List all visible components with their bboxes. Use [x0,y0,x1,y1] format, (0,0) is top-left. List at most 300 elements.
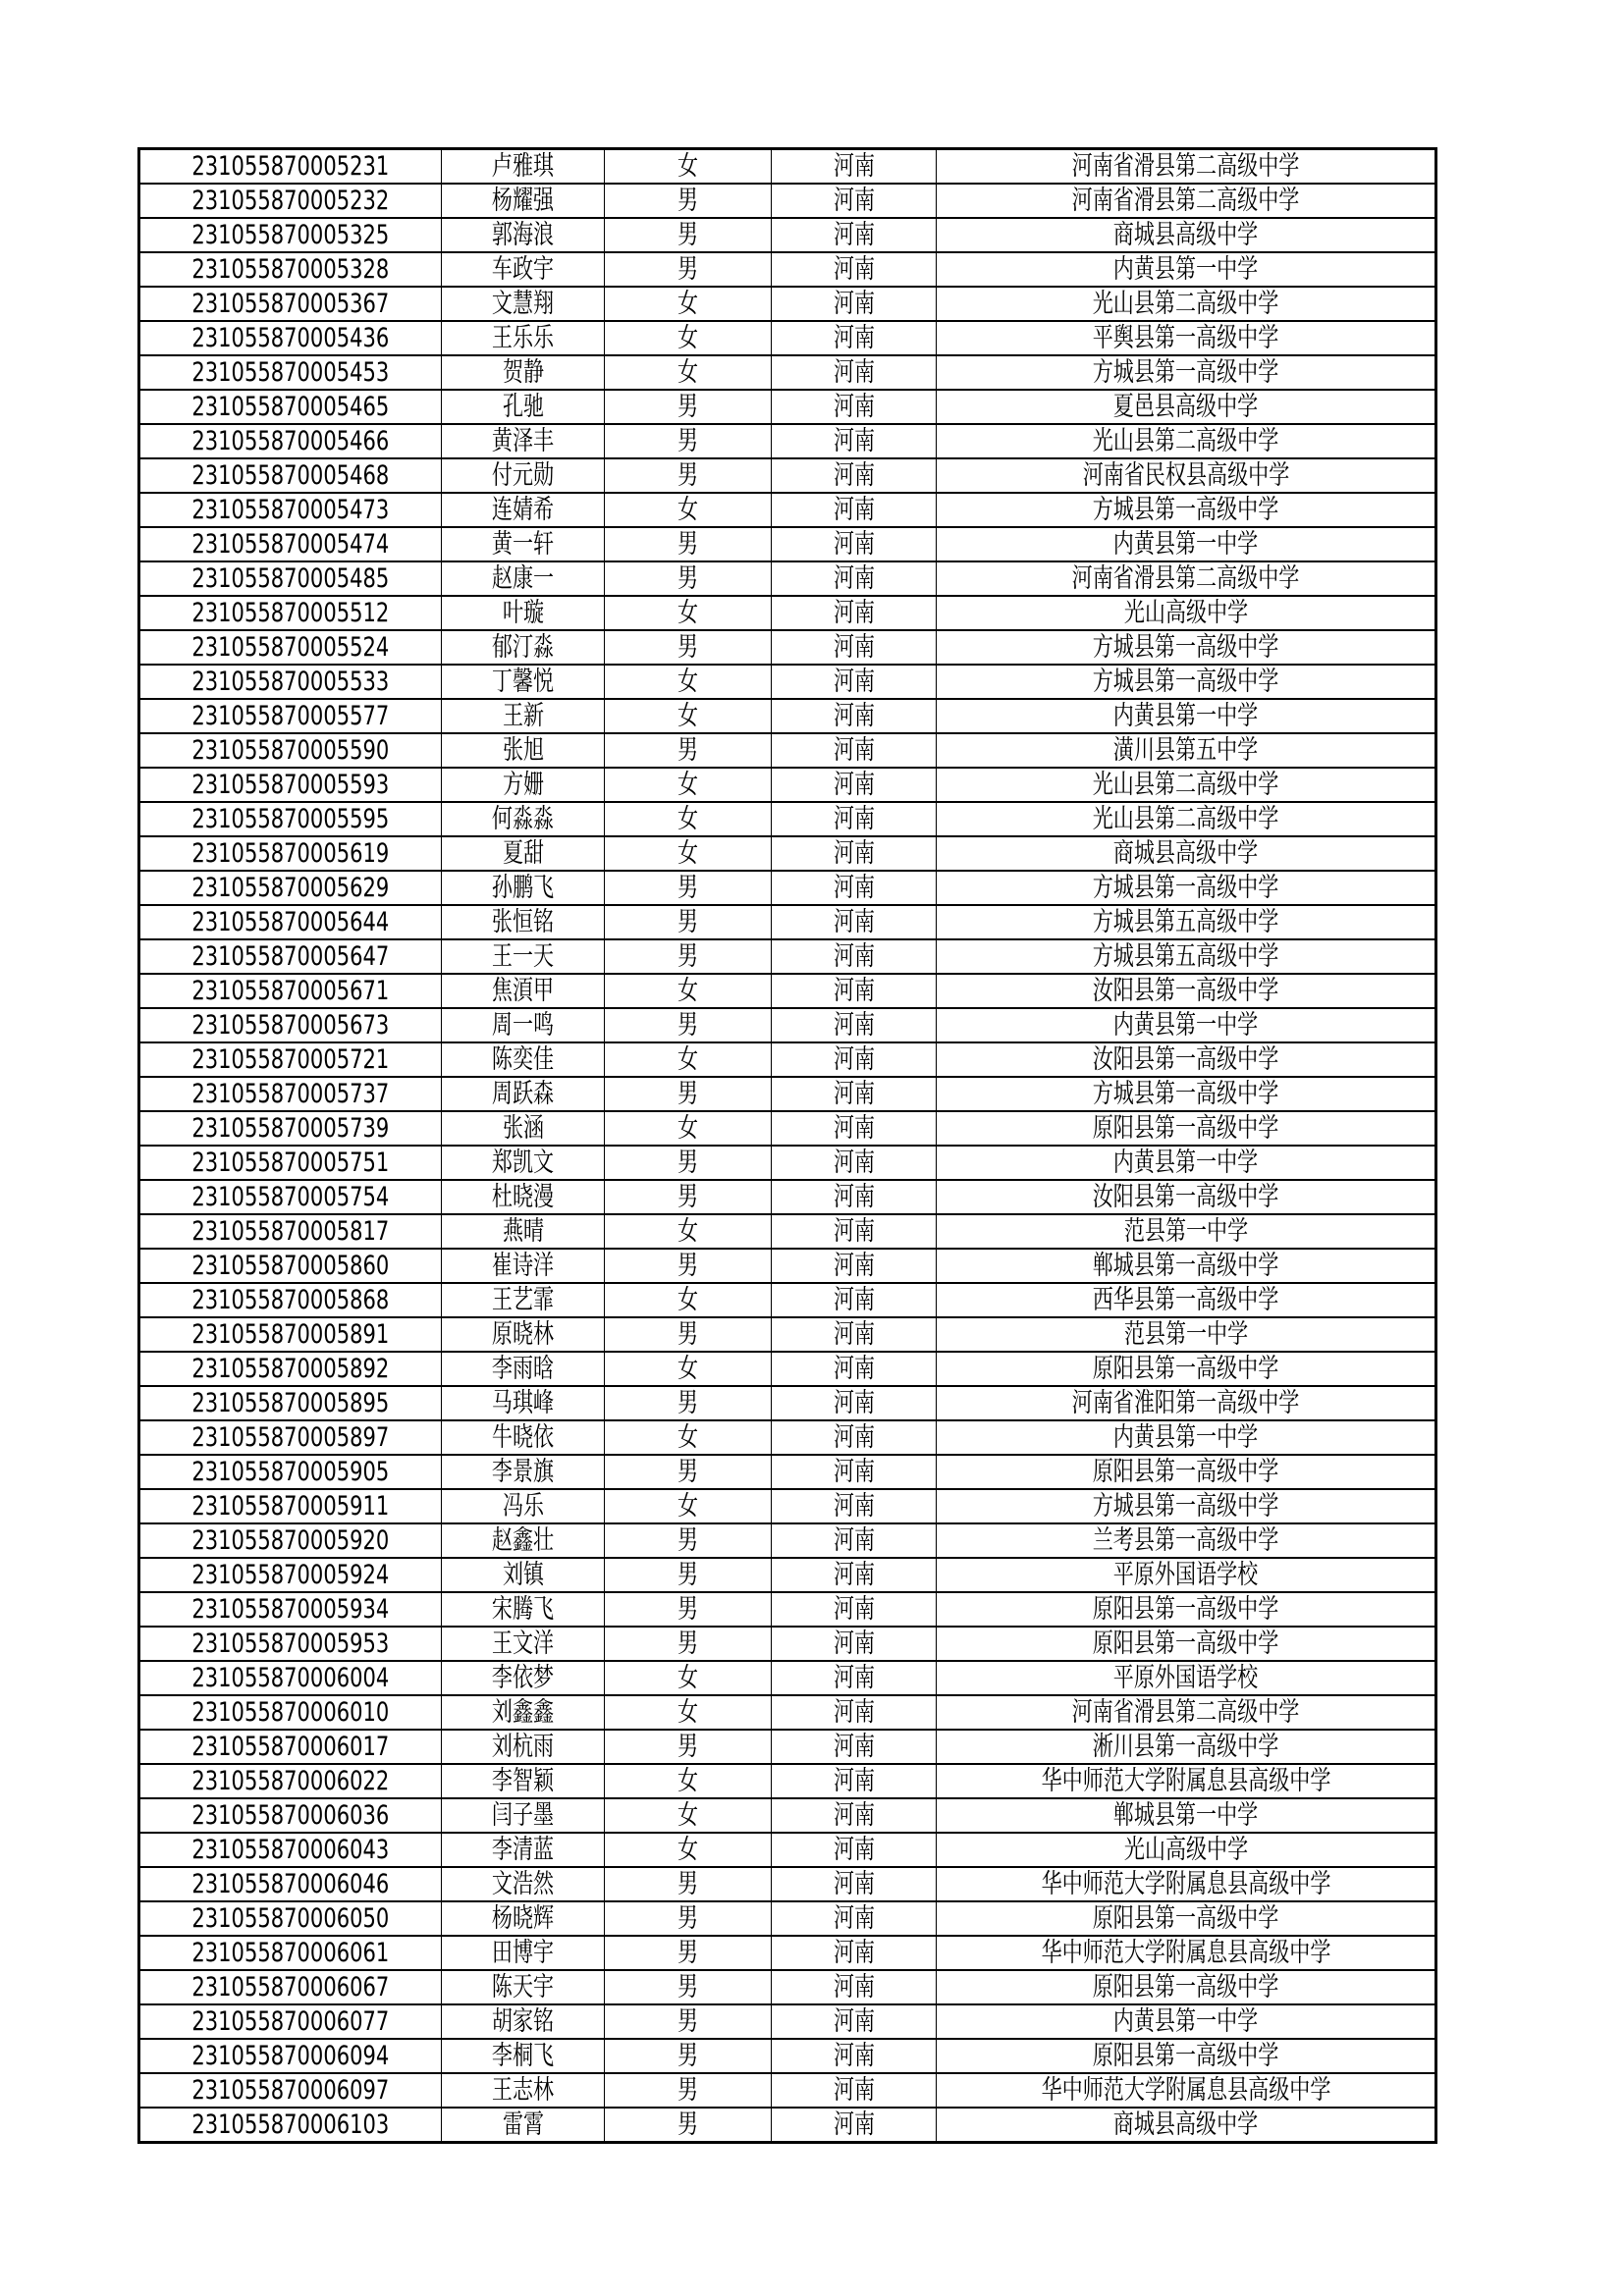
gender-cell [605,1833,772,1867]
gender-cell [605,1111,772,1146]
name-cell [442,1008,605,1042]
school-text: 方城县第一高级中学 [1092,667,1279,697]
candidate-id-cell [139,493,442,527]
table-row [139,184,1436,218]
gender-cell [605,1558,772,1592]
table-row [139,1111,1436,1146]
province-text: 河南 [833,1354,875,1384]
name-text: 胡家铭 [491,2006,555,2037]
candidate-id-text: 231055870005934 [191,1594,390,1625]
name-cell [442,665,605,699]
candidate-id-text: 231055870005231 [191,151,390,182]
school-text: 原阳县第一高级中学 [1092,1457,1279,1487]
province-text: 河南 [833,1663,875,1693]
table-row [139,1042,1436,1077]
table-row [139,2004,1436,2039]
school-cell [937,1970,1436,2004]
candidate-id-cell [139,1695,442,1730]
candidate-id-cell [139,1523,442,1558]
school-text: 汝阳县第一高级中学 [1092,1044,1279,1075]
province-text: 河南 [833,1216,875,1247]
name-text: 王志林 [491,2075,555,2106]
gender-text: 男 [677,1560,699,1590]
name-cell [442,1764,605,1798]
province-cell [772,149,937,185]
table-row [139,390,1436,424]
table-row [139,871,1436,905]
gender-text: 女 [677,804,699,834]
gender-text: 女 [677,1766,699,1796]
school-cell [937,390,1436,424]
school-text: 原阳县第一高级中学 [1092,1594,1279,1625]
gender-text: 女 [677,1800,699,1831]
name-text: 何淼淼 [491,804,555,834]
province-cell [772,2039,937,2073]
gender-text: 男 [677,1525,699,1556]
gender-cell [605,287,772,321]
candidate-id-cell [139,974,442,1008]
gender-cell [605,493,772,527]
name-text: 夏甜 [502,838,544,869]
name-text: 卢雅琪 [491,151,555,182]
gender-text: 女 [677,838,699,869]
candidate-id-text: 231055870005905 [191,1457,390,1487]
gender-text: 男 [677,1972,699,2002]
name-text: 宋腾飞 [491,1594,555,1625]
province-text: 河南 [833,1903,875,1934]
province-text: 河南 [833,907,875,937]
gender-text: 女 [677,1835,699,1865]
candidate-id-text: 231055870005671 [191,976,390,1006]
candidate-id-cell [139,905,442,939]
candidate-id-cell [139,458,442,493]
school-cell [937,733,1436,768]
name-cell [442,596,605,630]
name-text: 原晓林 [491,1319,555,1350]
province-cell [772,1420,937,1455]
gender-cell [605,905,772,939]
province-cell [772,1764,937,1798]
gender-cell [605,252,772,287]
candidate-id-text: 231055870006022 [191,1766,390,1796]
school-text: 光山县第二高级中学 [1092,804,1279,834]
school-text: 内黄县第一中学 [1112,1422,1259,1453]
gender-cell [605,1592,772,1627]
school-cell [937,493,1436,527]
gender-text: 男 [677,529,699,560]
table-row [139,1833,1436,1867]
name-cell [442,1936,605,1970]
gender-cell [605,768,772,802]
name-text: 李清蓝 [491,1835,555,1865]
gender-text: 男 [677,1629,699,1659]
gender-cell [605,1867,772,1901]
candidate-id-cell [139,390,442,424]
candidate-id-cell [139,802,442,836]
gender-cell [605,1695,772,1730]
school-cell [937,1180,1436,1214]
school-text: 内黄县第一中学 [1112,529,1259,560]
province-cell [772,1592,937,1627]
table-row [139,1901,1436,1936]
candidate-id-cell [139,699,442,733]
province-cell [772,493,937,527]
province-text: 河南 [833,770,875,800]
province-cell [772,1283,937,1317]
province-cell [772,1317,937,1352]
province-text: 河南 [833,735,875,766]
gender-cell [605,1077,772,1111]
candidate-id-text: 231055870005512 [191,598,390,628]
name-cell [442,1283,605,1317]
candidate-id-text: 231055870005468 [191,460,390,491]
candidate-id-cell [139,733,442,768]
candidate-id-cell [139,836,442,871]
candidate-id-text: 231055870005524 [191,632,390,663]
school-text: 光山县第二高级中学 [1092,289,1279,319]
table-row [139,1283,1436,1317]
name-cell [442,1558,605,1592]
candidate-id-text: 231055870005593 [191,770,390,800]
name-cell [442,355,605,390]
school-cell [937,1901,1436,1936]
name-text: 马琪峰 [491,1388,555,1418]
gender-cell [605,2039,772,2073]
candidate-id-cell [139,252,442,287]
school-cell [937,424,1436,458]
school-text: 光山县第二高级中学 [1092,770,1279,800]
province-text: 河南 [833,1182,875,1212]
candidate-id-text: 231055870006067 [191,1972,390,2002]
candidate-id-cell [139,1489,442,1523]
gender-cell [605,561,772,596]
candidate-id-text: 231055870005754 [191,1182,390,1212]
table-row [139,699,1436,733]
province-cell [772,630,937,665]
province-text: 河南 [833,563,875,594]
name-cell [442,1523,605,1558]
gender-text: 女 [677,667,699,697]
name-text: 连婧希 [491,495,555,525]
gender-text: 女 [677,357,699,388]
candidate-id-text: 231055870005473 [191,495,390,525]
province-cell [772,1523,937,1558]
province-cell [772,905,937,939]
school-cell [937,1008,1436,1042]
table-row [139,1936,1436,1970]
name-cell [442,836,605,871]
name-text: 杨晓辉 [491,1903,555,1934]
gender-text: 男 [677,1388,699,1418]
gender-cell [605,1627,772,1661]
name-text: 郑凯文 [491,1148,555,1178]
table-row [139,1386,1436,1420]
school-cell [937,1592,1436,1627]
name-text: 孔驰 [502,392,544,422]
province-text: 河南 [833,1697,875,1728]
school-cell [937,630,1436,665]
name-text: 冯乐 [502,1491,544,1522]
province-cell [772,1455,937,1489]
table-row [139,939,1436,974]
name-cell [442,630,605,665]
gender-text: 男 [677,1594,699,1625]
table-row [139,596,1436,630]
candidate-id-cell [139,768,442,802]
table-row [139,768,1436,802]
gender-cell [605,1146,772,1180]
gender-cell [605,665,772,699]
gender-text: 男 [677,2109,699,2140]
school-text: 河南省滑县第二高级中学 [1071,1697,1300,1728]
school-text: 华中师范大学附属息县高级中学 [1041,2075,1330,2106]
gender-cell [605,1042,772,1077]
table-row [139,802,1436,836]
candidate-id-cell [139,630,442,665]
candidate-id-text: 231055870005232 [191,186,390,216]
candidate-id-cell [139,287,442,321]
school-text: 平舆县第一高级中学 [1092,323,1279,353]
candidate-id-cell [139,355,442,390]
province-text: 河南 [833,289,875,319]
gender-cell [605,1523,772,1558]
name-text: 王一天 [491,941,555,972]
name-text: 刘杭雨 [491,1732,555,1762]
school-cell [937,1833,1436,1867]
province-cell [772,802,937,836]
gender-cell [605,218,772,252]
candidate-id-text: 231055870005739 [191,1113,390,1144]
candidate-id-cell [139,218,442,252]
name-cell [442,2073,605,2108]
gender-cell [605,699,772,733]
school-text: 郸城县第一高级中学 [1092,1251,1279,1281]
school-cell [937,1249,1436,1283]
table-row [139,218,1436,252]
province-text: 河南 [833,1629,875,1659]
name-cell [442,1420,605,1455]
gender-cell [605,2108,772,2143]
candidate-id-text: 231055870005577 [191,701,390,731]
province-text: 河南 [833,1422,875,1453]
name-text: 郭海浪 [491,220,555,250]
gender-text: 男 [677,392,699,422]
province-cell [772,699,937,733]
candidate-id-text: 231055870005474 [191,529,390,560]
province-text: 河南 [833,1732,875,1762]
table-row [139,1146,1436,1180]
gender-cell [605,630,772,665]
province-text: 河南 [833,632,875,663]
school-cell [937,905,1436,939]
province-cell [772,1627,937,1661]
province-text: 河南 [833,1938,875,1968]
gender-cell [605,1420,772,1455]
name-text: 陈天宇 [491,1972,555,2002]
gender-text: 男 [677,2075,699,2106]
candidate-id-cell [139,1214,442,1249]
school-text: 方城县第五高级中学 [1092,941,1279,972]
province-text: 河南 [833,598,875,628]
school-text: 汝阳县第一高级中学 [1092,1182,1279,1212]
gender-cell [605,424,772,458]
school-cell [937,1627,1436,1661]
school-text: 范县第一中学 [1123,1216,1248,1247]
school-cell [937,184,1436,218]
table-row [139,1867,1436,1901]
table-row [139,836,1436,871]
name-cell [442,1730,605,1764]
candidate-id-text: 231055870005751 [191,1148,390,1178]
gender-text: 男 [677,1903,699,1934]
gender-cell [605,939,772,974]
name-cell [442,1249,605,1283]
school-cell [937,768,1436,802]
name-text: 张旭 [502,735,544,766]
gender-cell [605,974,772,1008]
name-text: 赵康一 [491,563,555,594]
school-cell [937,355,1436,390]
name-text: 周一鸣 [491,1010,555,1041]
province-cell [772,1833,937,1867]
school-cell [937,871,1436,905]
candidate-id-cell [139,2073,442,2108]
table-row [139,1008,1436,1042]
province-text: 河南 [833,2075,875,2106]
candidate-id-cell [139,1798,442,1833]
province-text: 河南 [833,667,875,697]
school-cell [937,802,1436,836]
school-text: 光山高级中学 [1123,598,1248,628]
school-text: 方城县第一高级中学 [1092,495,1279,525]
school-cell [937,561,1436,596]
candidate-id-text: 231055870006077 [191,2006,390,2037]
gender-text: 男 [677,1869,699,1899]
gender-text: 男 [677,907,699,937]
province-cell [772,1489,937,1523]
gender-cell [605,836,772,871]
school-cell [937,1558,1436,1592]
province-text: 河南 [833,1285,875,1315]
school-cell [937,1111,1436,1146]
candidate-id-cell [139,1249,442,1283]
province-cell [772,733,937,768]
name-cell [442,1455,605,1489]
gender-text: 女 [677,1697,699,1728]
name-text: 付元勋 [491,460,555,491]
gender-text: 男 [677,735,699,766]
candidate-id-cell [139,1901,442,1936]
gender-text: 男 [677,220,699,250]
name-cell [442,252,605,287]
name-cell [442,1489,605,1523]
candidate-id-text: 231055870005619 [191,838,390,869]
gender-text: 男 [677,873,699,903]
name-cell [442,733,605,768]
name-text: 王新 [502,701,544,731]
name-text: 刘鑫鑫 [491,1697,555,1728]
name-text: 李桐飞 [491,2041,555,2071]
province-cell [772,768,937,802]
school-cell [937,218,1436,252]
school-cell [937,1077,1436,1111]
province-cell [772,1042,937,1077]
name-cell [442,493,605,527]
name-text: 丁馨悦 [491,667,555,697]
name-text: 李依梦 [491,1663,555,1693]
school-text: 河南省滑县第二高级中学 [1071,151,1300,182]
school-cell [937,1317,1436,1352]
name-cell [442,1386,605,1420]
gender-cell [605,2004,772,2039]
school-text: 原阳县第一高级中学 [1092,1354,1279,1384]
name-cell [442,1833,605,1867]
province-text: 河南 [833,873,875,903]
candidate-id-cell [139,1661,442,1695]
name-text: 车政宇 [491,254,555,285]
candidate-id-cell [139,1317,442,1352]
table-row [139,493,1436,527]
school-text: 原阳县第一高级中学 [1092,1972,1279,2002]
name-cell [442,2004,605,2039]
name-cell [442,1077,605,1111]
province-cell [772,665,937,699]
gender-cell [605,1180,772,1214]
province-text: 河南 [833,1525,875,1556]
school-text: 原阳县第一高级中学 [1092,1113,1279,1144]
name-cell [442,218,605,252]
province-cell [772,1077,937,1111]
candidate-id-text: 231055870006017 [191,1732,390,1762]
candidate-id-text: 231055870005466 [191,426,390,456]
table-row [139,1180,1436,1214]
name-text: 周跃森 [491,1079,555,1109]
gender-cell [605,321,772,355]
school-cell [937,458,1436,493]
school-cell [937,1214,1436,1249]
candidate-id-cell [139,1833,442,1867]
province-cell [772,1249,937,1283]
province-text: 河南 [833,186,875,216]
province-cell [772,871,937,905]
table-row [139,1523,1436,1558]
candidate-id-cell [139,2004,442,2039]
table-row [139,1627,1436,1661]
province-text: 河南 [833,529,875,560]
gender-cell [605,1936,772,1970]
candidate-id-cell [139,1146,442,1180]
name-cell [442,287,605,321]
school-cell [937,2004,1436,2039]
gender-cell [605,1901,772,1936]
name-text: 杜晓漫 [491,1182,555,1212]
candidate-id-text: 231055870005325 [191,220,390,250]
school-cell [937,836,1436,871]
candidate-id-text: 231055870005891 [191,1319,390,1350]
candidate-id-cell [139,527,442,561]
gender-cell [605,458,772,493]
candidate-id-text: 231055870006050 [191,1903,390,1934]
candidate-id-cell [139,1867,442,1901]
candidate-id-text: 231055870006094 [191,2041,390,2071]
province-cell [772,939,937,974]
province-text: 河南 [833,1010,875,1041]
table-row [139,355,1436,390]
province-cell [772,1558,937,1592]
province-text: 河南 [833,1148,875,1178]
province-cell [772,1146,937,1180]
name-cell [442,974,605,1008]
